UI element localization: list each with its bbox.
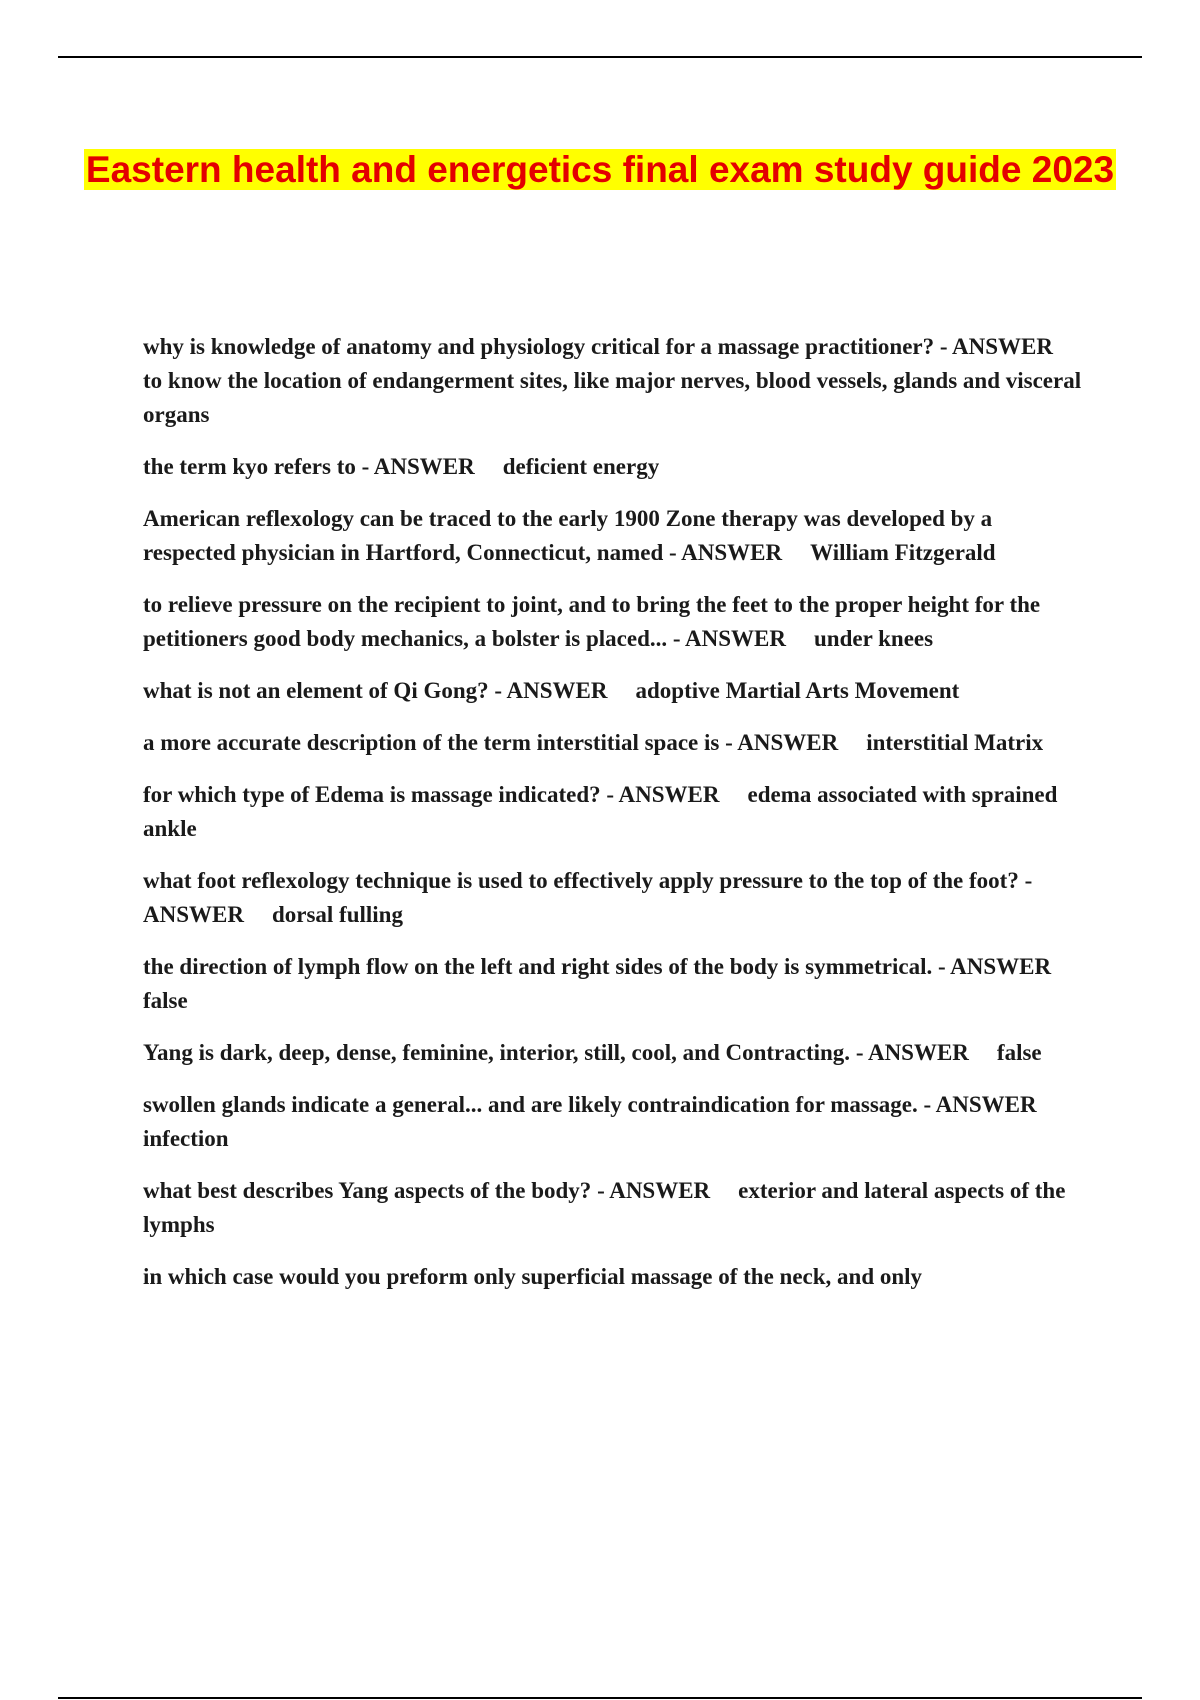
answer-marker: - ANSWER [361,454,475,479]
question: the direction of lymph flow on the left and right sides of the body is symmetrical. [143,954,933,979]
bottom-rule [58,1697,1142,1699]
qa-item-4 [143,588,1088,656]
page-title [60,140,1140,199]
qa-item-5 [143,674,1088,708]
answer-marker: - ANSWER [855,1040,969,1065]
qa-item-8 [143,864,1088,932]
question: what foot reflexology technique is used to effectively apply pressure to the top of the foot? [143,868,1019,893]
answer: infection [143,1126,229,1151]
answer: exterior and lateral aspects of the lymphs [143,1178,1066,1237]
answer-marker: - ANSWER [937,954,1052,979]
answer-marker: - ANSWER [725,730,839,755]
page-title-text: Eastern health and energetics final exam study guide 2023 [85,149,1115,190]
answer-marker: - ANSWER [923,1092,1037,1117]
answer: false [996,1040,1042,1065]
question: in which case would you preform only superficial massage of the neck, and only [143,1264,923,1289]
question: why is knowledge of anatomy and physiology critical for a massage practitioner? [143,334,935,359]
answer: false [143,988,188,1013]
question: to relieve pressure on the recipient to joint, and to bring the feet to the proper height for the petitioners good body mechanics, a bolster is placed... [143,592,1041,651]
answer-marker: - ANSWER [939,334,1054,359]
qa-item-9 [143,950,1088,1018]
question: what best describes Yang aspects of the body? [143,1178,592,1203]
question: what is not an element of Qi Gong? [143,678,489,703]
qa-item-11 [143,1088,1088,1156]
qa-item-12 [143,1174,1088,1242]
qa-item-13 [143,1260,1088,1294]
top-rule [58,56,1142,58]
answer: William Fitzgerald [810,540,996,565]
answer: dorsal fulling [271,902,403,927]
answer-marker: - ANSWER [672,626,786,651]
question: for which type of Edema is massage indicated? [143,782,601,807]
answer-marker: - ANSWER [143,868,1033,927]
answer: interstitial Matrix [866,730,1044,755]
qa-item-2 [143,450,1088,484]
question: Yang is dark, deep, dense, feminine, interior, still, cool, and Contracting. [143,1040,851,1065]
answer: adoptive Martial Arts Movement [635,678,960,703]
qa-item-6 [143,726,1088,760]
question: the term kyo refers to [143,454,356,479]
question: American reflexology can be traced to the early 1900 Zone therapy was developed by a respected physician in Hartford, Connecticut, named [143,506,993,565]
question: a more accurate description of the term interstitial space is [143,730,720,755]
answer-marker: - ANSWER [597,1178,711,1203]
answer: to know the location of endangerment sites, like major nerves, blood vessels, glands and visceral organs [143,368,1082,427]
answer: edema associated with sprained ankle [143,782,1058,841]
answer: deficient energy [502,454,660,479]
question: swollen glands indicate a general... and are likely contraindication for massage. [143,1092,918,1117]
qa-item-1 [143,330,1088,432]
qa-list [143,330,1088,1312]
qa-item-10 [143,1036,1088,1070]
qa-item-7 [143,778,1088,846]
answer-marker: - ANSWER [606,782,720,807]
answer-marker: - ANSWER [494,678,608,703]
qa-item-3 [143,502,1088,570]
answer-marker: - ANSWER [669,540,783,565]
answer: under knees [813,626,934,651]
